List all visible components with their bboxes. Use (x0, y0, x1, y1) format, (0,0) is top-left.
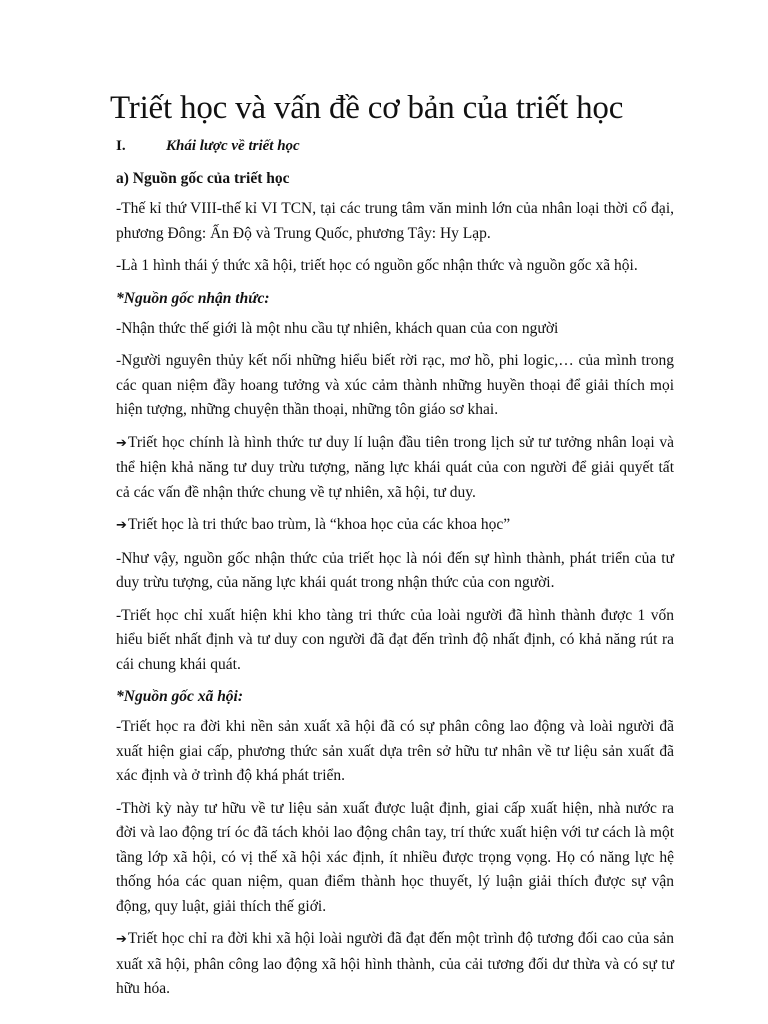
paragraph: -Triết học chỉ xuất hiện khi kho tàng tri thức của loài người đã hình thành được 1 vốn hiểu biết nhất định và tư duy con người đã đạt đến trình độ nhất định, có khả năng rút ra cái chung khái quát. (116, 606, 674, 673)
arrow-paragraph (116, 513, 674, 539)
document-body (116, 197, 674, 1002)
paragraph: -Như vậy, nguồn gốc nhận thức của triết học là nói đến sự hình thành, phát triển của tư duy trừu tượng, của năng lực khái quát trong nhận thức của con người. (116, 549, 674, 591)
arrow-right-icon: ➔ (116, 932, 127, 947)
paragraph: -Nhận thức thế giới là một nhu cầu tự nhiên, khách quan của con người (116, 319, 559, 337)
paragraph: -Thế kỉ thứ VIII-thế kỉ VI TCN, tại các trung tâm văn minh lớn của nhân loại thời cổ đại, phương Đông: Ấn Độ và Trung Quốc, phương Tây: Hy Lạp. (116, 200, 674, 242)
paragraph-text: Triết học chính là hình thức tư duy lí luận đầu tiên trong lịch sử tư tưởng nhân loại và thể hiện khả năng tư duy trừu tượng, năng lực khái quát của con người để giải quyết tất cả các vấn đề nhận thức chung về tự nhiên, xã hội, tư duy. (116, 433, 674, 501)
paragraph: -Triết học ra đời khi nền sản xuất xã hội đã có sự phân công lao động và loài người đã xuất hiện giai cấp, phương thức sản xuất dựa trên sở hữu tư nhân về tư liệu sản xuất đã xác định và ở trình độ khá phát triển. (116, 718, 674, 784)
arrow-right-icon: ➔ (116, 435, 127, 451)
italic-subheading: *Nguồn gốc xã hội: (116, 688, 244, 705)
arrow-paragraph (116, 431, 674, 506)
paragraph-text: Triết học là tri thức bao trùm, là “khoa học của các khoa học” (127, 516, 511, 533)
subsection-heading: a) Nguồn gốc của triết học (116, 170, 290, 187)
document-title: Triết học và vấn đề cơ bản của triết học (110, 90, 624, 126)
section-number: I. (116, 138, 126, 154)
document-page (110, 88, 674, 1010)
section-heading (116, 136, 674, 156)
paragraph: -Người nguyên thủy kết nối những hiểu biết rời rạc, mơ hồ, phi logic,… của mình trong các quan niệm đầy hoang tưởng và xúc cảm thành những huyền thoại để giải thích mọi hiện tượng, những chuyện thần thoại, những tôn giáo sơ khai. (116, 352, 674, 418)
arrow-right-icon: ➔ (116, 518, 127, 533)
arrow-paragraph (116, 927, 674, 1002)
section-title: Khái lược về triết học (166, 138, 300, 154)
paragraph: -Là 1 hình thái ý thức xã hội, triết học có nguồn gốc nhận thức và nguồn gốc xã hội. (116, 257, 638, 274)
italic-subheading: *Nguồn gốc nhận thức: (116, 289, 270, 307)
paragraph: -Thời kỳ này tư hữu về tư liệu sản xuất được luật định, giai cấp xuất hiện, nhà nước ra đời và lao động trí óc đã tách khỏi lao động chân tay, trí thức xuất hiện với tư cách là một tầng lớp xã hội, có vị thế xã hội xác định, ít nhiều được trọng vọng. Họ có năng lực hệ thống hóa các quan niệm, quan điểm thành học thuyết, lý luận giải thích được sự vận động, quy luật, giải thích thế giới. (116, 799, 674, 915)
paragraph-text: Triết học chỉ ra đời khi xã hội loài người đã đạt đến một trình độ tương đối cao của sản xuất xã hội, phân công lao động xã hội hình thành, của cải tương đối dư thừa và có sự tư hữu hóa. (116, 930, 674, 997)
